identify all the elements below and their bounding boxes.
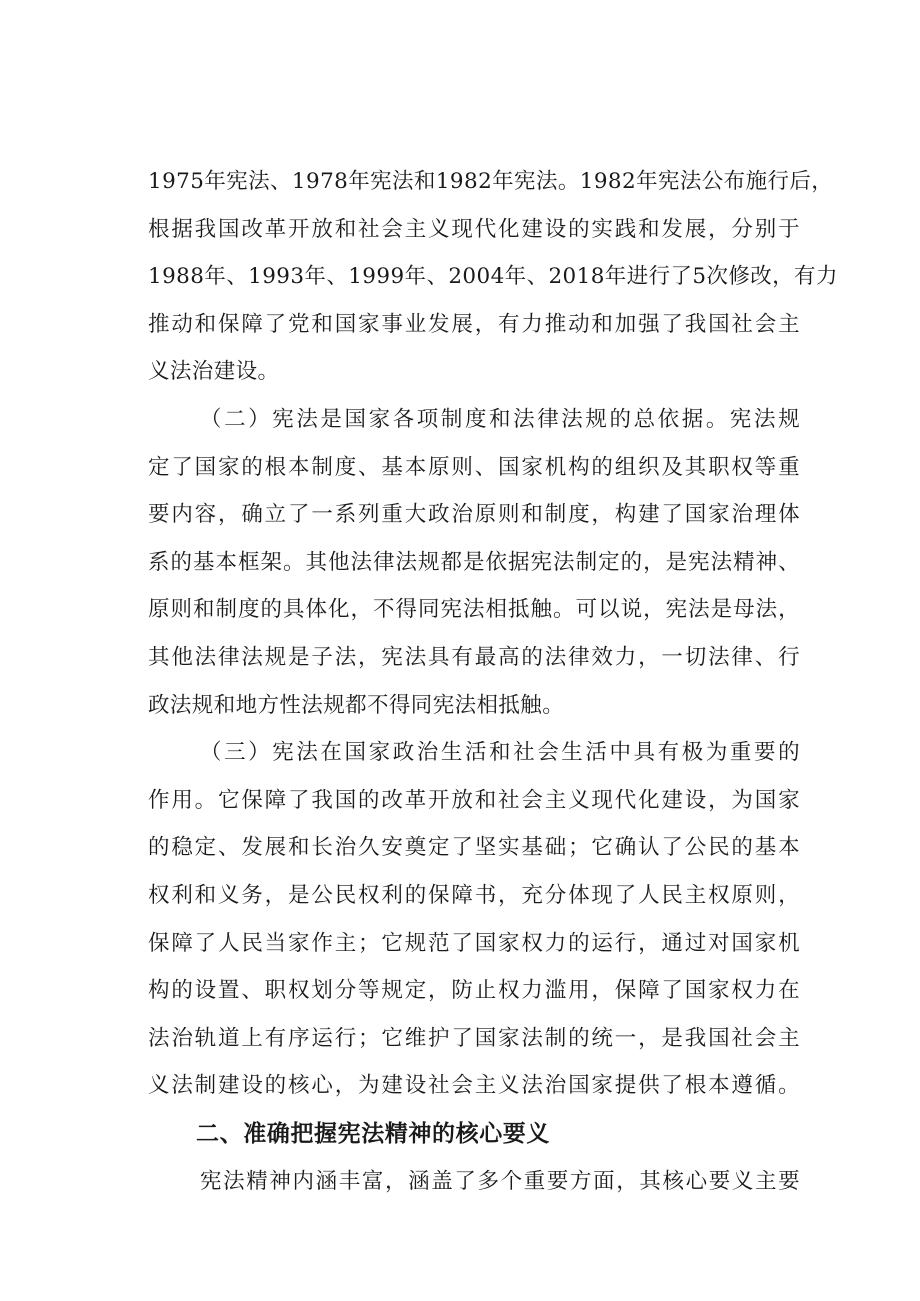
text-line: 系的基本框架。其他法律法规都是依据宪法制定的，是宪法精神、: [148, 549, 800, 575]
paragraph-constitution-basis: [148, 396, 800, 729]
text-line: 作用。它保障了我国的改革开放和社会主义现代化建设，为国家: [148, 787, 800, 813]
text-line: 1988年、1993年、1999年、2004年、2018年进行了5次修改，有力: [148, 264, 838, 290]
text-line: 其他法律法规是子法，宪法具有最高的法律效力，一切法律、行: [148, 644, 800, 670]
section-heading: 二、准确把握宪法精神的核心要义: [196, 1120, 550, 1147]
text-line: 1975年宪法、1978年宪法和1982年宪法。1982年宪法公布施行后，: [148, 169, 834, 194]
paragraph-constitution-role: [148, 729, 800, 1110]
text-line: 宪法精神内涵丰富，涵盖了多个重要方面，其核心要义主要: [200, 1168, 800, 1194]
text-line: 保障了人民当家作主；它规范了国家权力的运行，通过对国家机: [148, 930, 800, 956]
text-line: 推动和保障了党和国家事业发展，有力推动和加强了我国社会主: [148, 311, 800, 337]
text-line: 义法治建设。: [148, 359, 280, 385]
text-line: （三）宪法在国家政治生活和社会生活中具有极为重要的: [200, 740, 800, 766]
text-line: 权利和义务，是公民权利的保障书，充分体现了人民主权原则，: [148, 882, 800, 908]
text-line: 定了国家的根本制度、基本原则、国家机构的组织及其职权等重: [148, 454, 800, 480]
text-line: 法治轨道上有序运行；它维护了国家法制的统一，是我国社会主: [148, 1025, 800, 1051]
text-line: 要内容，确立了一系列重大政治原则和制度，构建了国家治理体: [148, 502, 800, 528]
text-line: （二）宪法是国家各项制度和法律法规的总依据。宪法规: [200, 406, 800, 432]
text-line: 义法制建设的核心，为建设社会主义法治国家提供了根本遵循。: [148, 1073, 800, 1099]
paragraph-core-essence: [148, 1158, 800, 1206]
text-line: 政法规和地方性法规都不得同宪法相抵触。: [148, 692, 565, 718]
text-line: 原则和制度的具体化，不得同宪法相抵触。可以说，宪法是母法，: [148, 597, 800, 623]
text-line: 的稳定、发展和长治久安奠定了坚实基础；它确认了公民的基本: [148, 835, 800, 861]
text-line: 根据我国改革开放和社会主义现代化建设的实践和发展，分别于: [148, 216, 800, 242]
paragraph-history: [148, 158, 838, 396]
document-page: [148, 158, 838, 1205]
text-line: 构的设置、职权划分等规定，防止权力滥用，保障了国家权力在: [148, 978, 800, 1004]
